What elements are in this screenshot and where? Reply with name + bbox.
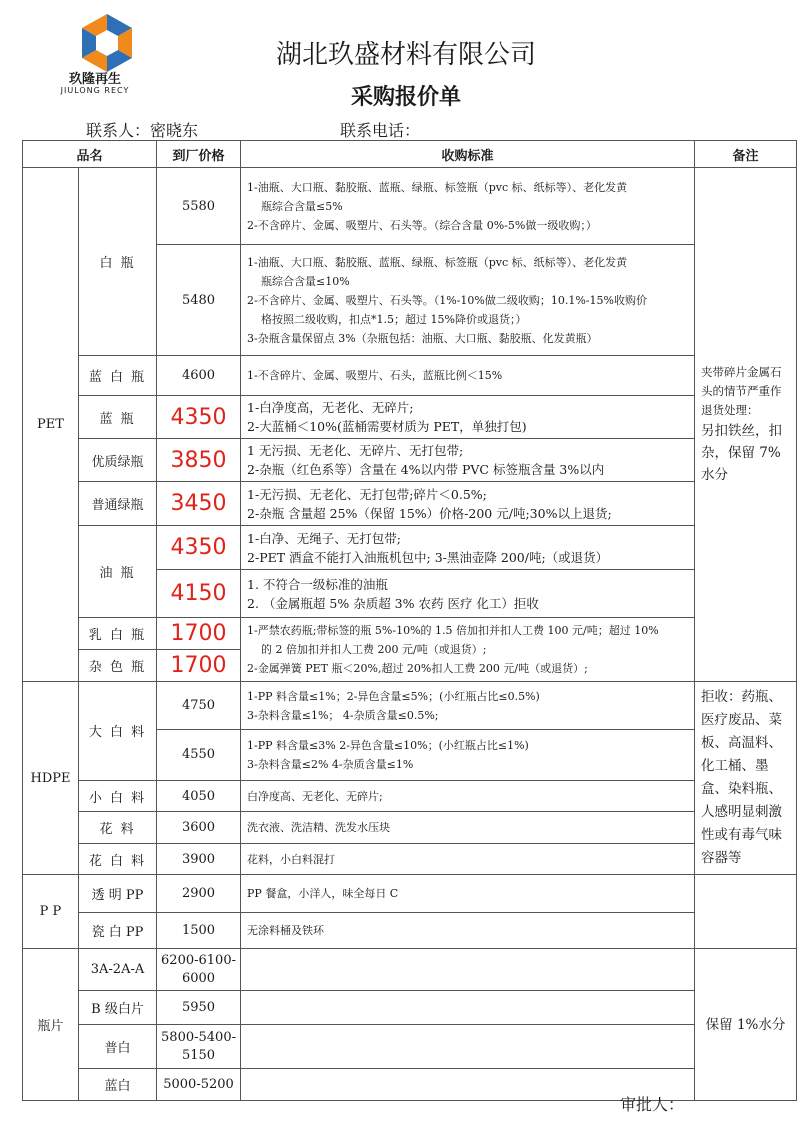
standard-cell: 洗衣液、洗洁精、洗发水压块: [241, 812, 695, 844]
product-flower: 花 料: [79, 812, 157, 844]
product-clear-pp: 透 明 PP: [79, 875, 157, 913]
note-pp-empty: [695, 875, 797, 949]
price-cell: 1700: [157, 618, 241, 650]
price-cell: 4600: [157, 356, 241, 396]
note-hdpe: 拒收：药瓶、医疗废品、菜板、高温料、化工桶、墨盒、染料瓶、人感明显刺激性或有毒气味容器等: [695, 682, 797, 875]
standard-cell: 1-白净、无绳子、无打包带; 2-PET 酒盒不能打入油瓶机包中; 3-黑油壶降 200/吨;（或退货）: [241, 526, 695, 570]
product-porcelain-pp: 瓷 白 PP: [79, 913, 157, 949]
price-cell: 1500: [157, 913, 241, 949]
table-row: [23, 168, 797, 245]
category-flakes: 瓶片: [23, 949, 79, 1101]
standard-cell: 1-严禁农药瓶;带标签的瓶 5%-10%的 1.5 倍加扣并扣人工费 100 元/吨；超过 10% 的 2 倍加扣并扣人工费 200 元/吨（或退货）; 2-金属弹簧 PET 瓶＜20%,超过 20%扣人工费 200 元/吨（或退货）;: [241, 618, 695, 682]
col-header-note: 备注: [695, 141, 797, 168]
product-blue-bottle: 蓝 瓶: [79, 396, 157, 439]
table-row: [23, 526, 797, 570]
table-row: [23, 1025, 797, 1069]
product-quality-green-bottle: 优质绿瓶: [79, 439, 157, 482]
standard-cell: 1-白净度高，无老化、无碎片; 2-大蓝桶＜10%(蓝桶需要材质为 PET，单独打包): [241, 396, 695, 439]
price-cell: 4550: [157, 730, 241, 780]
logo-subtext: JIULONG RECY: [60, 86, 130, 95]
document-title: 采购报价单: [350, 85, 461, 110]
price-cell: 5580: [157, 168, 241, 245]
product-flake-white: 普白: [79, 1025, 157, 1069]
product-flake-3a: 3A-2A-A: [79, 949, 157, 991]
table-row: [23, 875, 797, 913]
col-header-price: 到厂价格: [157, 141, 241, 168]
price-cell: 4350: [157, 526, 241, 570]
logo-text: 玖隆再生: [68, 72, 121, 87]
standard-cell: 无涂料桶及铁环: [241, 913, 695, 949]
product-green-bottle: 普通绿瓶: [79, 482, 157, 526]
col-header-product: 品名: [23, 141, 157, 168]
price-cell: 5800-5400-5150: [157, 1025, 241, 1069]
product-blue-white-bottle: 蓝 白 瓶: [79, 356, 157, 396]
product-oil-bottle: 油 瓶: [79, 526, 157, 618]
table-row: [23, 396, 797, 439]
standard-cell: 白净度高、无老化、无碎片;: [241, 780, 695, 812]
price-cell: 5480: [157, 245, 241, 356]
table-row: [23, 439, 797, 482]
table-row: [23, 949, 797, 991]
standard-cell: 1-PP 料含量≤3% 2-异色含量≤10%；(小红瓶占比≤1%) 3-杂料含量≤2% 4-杂质含量≤1%: [241, 730, 695, 780]
table-row: [23, 913, 797, 949]
product-small-white: 小 白 料: [79, 780, 157, 812]
price-cell: 2900: [157, 875, 241, 913]
standard-cell-empty: [241, 949, 695, 991]
approver-label: 审批人：: [620, 1095, 685, 1114]
contact-person: 联系人：密晓东: [86, 121, 199, 140]
table-row: [23, 682, 797, 730]
price-table: [22, 140, 797, 1101]
category-pet: PET: [23, 168, 79, 682]
table-row: [23, 618, 797, 650]
price-cell: 4750: [157, 682, 241, 730]
category-hdpe: HDPE: [23, 682, 79, 875]
note-flakes: 保留 1%水分: [695, 949, 797, 1101]
table-row: [23, 812, 797, 844]
standard-cell: 1-油瓶、大口瓶、黏胶瓶、蓝瓶、绿瓶、标签瓶（pvc 标、纸标等）、老化发黄 瓶综合含量≤5% 2-不含碎片、金属、吸塑片、石头等。（综合含量 0%-5%做一级收购；）: [241, 168, 695, 245]
price-cell: 3850: [157, 439, 241, 482]
table-row: [23, 844, 797, 875]
table-row: [23, 482, 797, 526]
standard-cell: 1-无污损、无老化、无打包带;碎片＜0.5%; 2-杂瓶 含量超 25%（保留 15%）价格-200 元/吨;30%以上退货;: [241, 482, 695, 526]
table-row: [23, 780, 797, 812]
product-white-bottle: 白 瓶: [79, 168, 157, 356]
standard-cell-empty: [241, 991, 695, 1025]
standard-cell: 1 无污损、无老化、无碎片、无打包带; 2-杂瓶（红色系等）含量在 4%以内带 PVC 标签瓶含量 3%以内: [241, 439, 695, 482]
product-milk-white-bottle: 乳 白 瓶: [79, 618, 157, 650]
price-cell: 6200-6100-6000: [157, 949, 241, 991]
standard-cell-empty: [241, 1025, 695, 1069]
price-cell: 5950: [157, 991, 241, 1025]
standard-cell: PP 餐盒，小洋人，味全每日 C: [241, 875, 695, 913]
standard-cell: 花料，小白料混打: [241, 844, 695, 875]
contact-phone: 联系电话：: [340, 121, 421, 140]
note-pet: 夹带碎片金属石头的情节严重作退货处理： 另扣铁丝，扣杂，保留 7%水分: [695, 168, 797, 682]
category-pp: P P: [23, 875, 79, 949]
price-cell: 4350: [157, 396, 241, 439]
product-mixed-color-bottle: 杂 色 瓶: [79, 650, 157, 682]
standard-cell: 1-PP 料含量≤1%；2-异色含量≤5%；(小红瓶占比≤0.5%) 3-杂料含量≤1%； 4-杂质含量≤0.5%;: [241, 682, 695, 730]
standard-cell: 1-不含碎片、金属、吸塑片、石头，蓝瓶比例＜15%: [241, 356, 695, 396]
table-row: [23, 991, 797, 1025]
standard-cell: 1-油瓶、大口瓶、黏胶瓶、蓝瓶、绿瓶、标签瓶（pvc 标、纸标等）、老化发黄 瓶综合含量≤10% 2-不含碎片、金属、吸塑片、石头等。（1%-10%做二级收购；10.1%-15%收购价 格按照二级收购，扣点*1.5；超过 15%降价或退货；） 3-杂瓶含量保留点 3%（杂瓶包括：油瓶、大口瓶、黏胶瓶、化发黄瓶）: [241, 245, 695, 356]
product-flake-blue: 蓝白: [79, 1069, 157, 1101]
table-row: [23, 356, 797, 396]
col-header-standard: 收购标准: [241, 141, 695, 168]
price-cell: 3450: [157, 482, 241, 526]
company-name: 湖北玖盛材料有限公司: [275, 40, 536, 70]
product-flake-b: B 级白片: [79, 991, 157, 1025]
price-cell: 5000-5200: [157, 1069, 241, 1101]
table-header-row: [23, 141, 797, 168]
price-cell: 1700: [157, 650, 241, 682]
price-cell: 3600: [157, 812, 241, 844]
price-cell: 3900: [157, 844, 241, 875]
price-cell: 4050: [157, 780, 241, 812]
price-cell: 4150: [157, 570, 241, 618]
product-flower-white: 花 白 料: [79, 844, 157, 875]
standard-cell: 1. 不符合一级标准的油瓶 2. （金属瓶超 5% 杂质超 3% 农药 医疗 化工）拒收: [241, 570, 695, 618]
product-big-white: 大 白 料: [79, 682, 157, 781]
